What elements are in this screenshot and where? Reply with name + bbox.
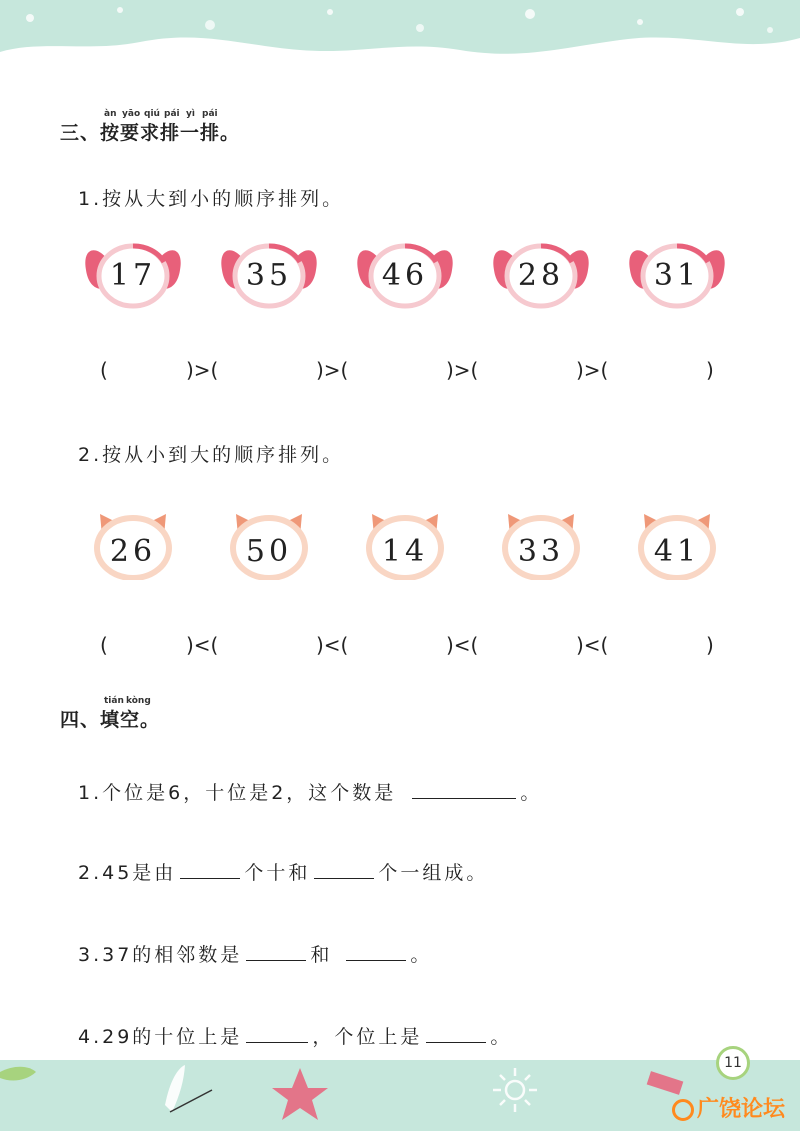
q1-paren-4[interactable]: )>( <box>576 358 609 382</box>
fill-item-2-blank-1[interactable] <box>180 860 240 879</box>
badge-number: 41 <box>653 533 701 569</box>
fill-item-4-blank-1[interactable] <box>246 1024 308 1043</box>
q1-badge-3 <box>350 240 460 310</box>
fill-item-3-text: 3.37的相邻数是 <box>78 944 243 966</box>
q1-badge-5 <box>622 240 732 310</box>
q2-badge-4 <box>486 510 596 580</box>
badge-number: 17 <box>109 257 157 293</box>
fill-item-2-text: 2.45是由 <box>78 862 177 884</box>
q2-paren-3[interactable]: )<( <box>446 633 479 657</box>
q1-paren-1[interactable]: )>( <box>186 358 219 382</box>
fill-item-3-blank-2[interactable] <box>346 942 406 961</box>
fill-item-1 <box>78 778 542 805</box>
q2-paren-5: ) <box>706 633 714 657</box>
badge-number: 35 <box>245 257 293 293</box>
fill-item-2 <box>78 858 488 885</box>
page-number: 11 <box>716 1046 750 1080</box>
q1-badge-1 <box>78 240 188 310</box>
fill-item-4-end: 。 <box>490 1026 513 1048</box>
q2-badge-5 <box>622 510 732 580</box>
fill-item-4-blank-2[interactable] <box>426 1024 486 1043</box>
fill-item-1-text: 1.个位是6，十位是2，这个数是 <box>78 782 397 804</box>
watermark-logo <box>672 1092 785 1123</box>
fill-item-2-blank-2[interactable] <box>314 860 374 879</box>
badge-number: 33 <box>517 533 565 569</box>
fill-item-2-mid: 个十和 <box>244 862 311 884</box>
watermark-text: 广饶论坛 <box>697 1097 786 1122</box>
pinyin-yi: yì <box>186 109 195 119</box>
q1-badge-2 <box>214 240 324 310</box>
fill-item-2-end: 个一组成。 <box>378 862 489 884</box>
q2-paren-0: ( <box>100 633 108 657</box>
section-4-title-text: 四、填空。 <box>60 709 161 731</box>
q2-paren-4[interactable]: )<( <box>576 633 609 657</box>
pinyin-yao: yāo <box>122 109 141 119</box>
fill-item-4 <box>78 1022 512 1049</box>
section-4-title <box>60 696 161 732</box>
pinyin-kong: kòng <box>126 696 151 706</box>
badge-number: 46 <box>381 257 429 293</box>
q1-label: 1.按从大到小的顺序排列。 <box>78 188 345 210</box>
fill-item-3-blank-1[interactable] <box>246 942 306 961</box>
fill-item-3-mid: 和 <box>310 944 333 966</box>
q1-paren-5: ) <box>706 358 714 382</box>
section-3-title-text: 三、按要求排一排。 <box>60 122 241 144</box>
q1-answer-row <box>0 358 800 388</box>
badge-number: 28 <box>517 257 565 293</box>
q1-paren-2[interactable]: )>( <box>316 358 349 382</box>
badge-number: 31 <box>653 257 701 293</box>
section-3-title <box>60 109 241 145</box>
badge-number: 14 <box>381 533 429 569</box>
fill-item-3 <box>78 940 432 967</box>
pinyin-an: àn <box>104 109 117 119</box>
q2-answer-row <box>0 633 800 663</box>
pinyin-pai-2: pái <box>202 109 218 119</box>
q2-badge-2 <box>214 510 324 580</box>
pinyin-qiu: qiú <box>144 109 160 119</box>
watermark-icon <box>672 1099 694 1121</box>
badge-number: 50 <box>245 533 293 569</box>
q1-paren-3[interactable]: )>( <box>446 358 479 382</box>
q2-badge-3 <box>350 510 460 580</box>
q2-badge-1 <box>78 510 188 580</box>
fill-item-4-mid: ，个位上是 <box>312 1026 423 1048</box>
q1-paren-0: ( <box>100 358 108 382</box>
q1-badge-4 <box>486 240 596 310</box>
badge-number: 26 <box>109 533 157 569</box>
fill-item-3-end: 。 <box>410 944 433 966</box>
q2-paren-1[interactable]: )<( <box>186 633 219 657</box>
top-wave-band <box>0 0 800 70</box>
fill-item-4-text: 4.29的十位上是 <box>78 1026 243 1048</box>
pinyin-tian: tián <box>104 696 124 706</box>
q2-paren-2[interactable]: )<( <box>316 633 349 657</box>
q2-label: 2.按从小到大的顺序排列。 <box>78 444 345 466</box>
fill-item-1-end: 。 <box>520 782 543 804</box>
pinyin-pai: pái <box>164 109 180 119</box>
fill-item-1-blank[interactable] <box>412 780 516 799</box>
